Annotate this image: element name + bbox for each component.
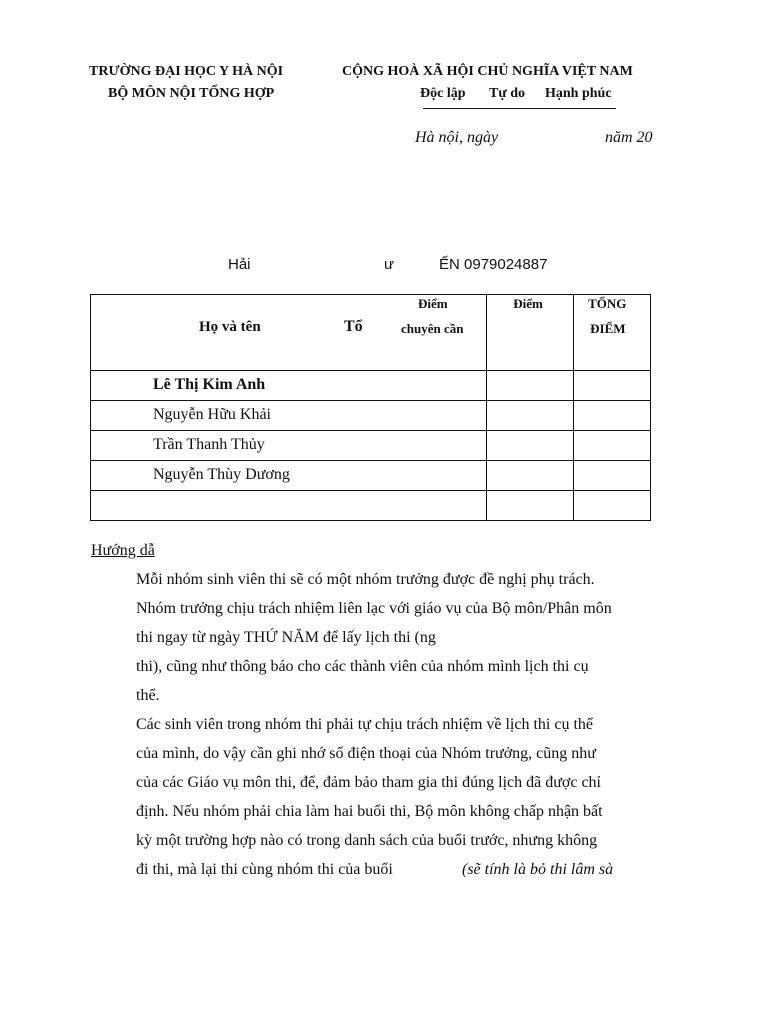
date-prefix: Hà nội, ngày [415, 129, 499, 146]
motto-underline [423, 108, 616, 109]
guide-line: của mình, do vậy cần ghi nhớ số điện thoại của Nhóm trưởng, cũng như [136, 745, 596, 762]
name-cell [91, 371, 487, 401]
student-name: Nguyễn Hữu Khải [153, 406, 271, 423]
guide-line: đi thi, mà lại thi cùng nhóm thi của buổi [136, 861, 393, 878]
student-name: Trần Thanh Thủy [153, 436, 265, 453]
contact-name: Hải [228, 256, 251, 273]
header-cell-total [574, 295, 651, 371]
motto-tu-do: Tự do [489, 86, 526, 101]
guide-line: kỳ một trường hợp nào có trong danh sách của buổi trước, nhưng không [136, 832, 598, 849]
guide-line: Mỗi nhóm sinh viên thi sẽ có một nhóm trưởng được đề nghị phụ trách. [136, 571, 595, 588]
school-name: TRƯỜNG ĐẠI HỌC Y HÀ NỘI [89, 64, 284, 79]
col-total-label-1: TỔNG [588, 296, 627, 311]
header-cell-score [487, 295, 574, 371]
header-cell-name [91, 295, 487, 371]
col-score-label: Điểm [513, 296, 543, 311]
score-cell [487, 371, 574, 401]
contact-phone: ẾN 0979024887 [439, 256, 548, 273]
score-cell [487, 401, 574, 431]
contact-mid: ư [384, 256, 395, 273]
grade-table [90, 294, 651, 521]
department-name: BỘ MÔN NỘI TỔNG HỢP [108, 86, 275, 101]
guide-title: Hướng dẫ [91, 542, 155, 559]
guide-italic-note: (sẽ tính là bỏ thi lâm sà [462, 861, 614, 878]
total-cell [574, 371, 651, 401]
motto-hanh-phuc: Hạnh phúc [545, 86, 612, 101]
score-cell [487, 461, 574, 491]
col-attend-label-2: chuyên cần [401, 321, 464, 336]
col-attend-label-1: Điểm [418, 296, 448, 311]
table-row [91, 371, 651, 401]
date-suffix: năm 20 [605, 129, 653, 146]
name-cell [91, 491, 487, 521]
col-total-label-2: ĐIỂM [590, 321, 626, 336]
guide-line: Nhóm trưởng chịu trách nhiệm liên lạc với giáo vụ của Bộ môn/Phân môn [136, 600, 612, 617]
col-group-label: Tổ [344, 318, 363, 335]
total-cell [574, 431, 651, 461]
guide-line: định. Nếu nhóm phải chia làm hai buổi thi, Bộ môn không chấp nhận bất [136, 803, 603, 820]
student-name: Nguyễn Thùy Dương [153, 466, 290, 483]
motto-doc-lap: Độc lập [420, 86, 466, 101]
guide-line: thi ngay từ ngày THỨ NĂM để lấy lịch thi (ng [136, 629, 436, 646]
name-cell [91, 401, 487, 431]
col-name-label: Họ và tên [199, 319, 261, 335]
guide-line: thể. [136, 687, 160, 704]
total-cell [574, 461, 651, 491]
guide-line: Các sinh viên trong nhóm thi phải tự chịu trách nhiệm về lịch thi cụ thể [136, 716, 594, 733]
name-cell [91, 461, 487, 491]
table-header-row [91, 295, 651, 371]
student-name: Lê Thị Kim Anh [153, 376, 266, 393]
score-cell [487, 491, 574, 521]
total-cell [574, 491, 651, 521]
score-cell [487, 431, 574, 461]
table-row [91, 401, 651, 431]
total-cell [574, 401, 651, 431]
country-title: CỘNG HOÀ XÃ HỘI CHỦ NGHĨA VIỆT NAM [342, 64, 633, 79]
guide-line: thi), cũng như thông báo cho các thành viên của nhóm mình lịch thi cụ [136, 658, 589, 675]
guide-line: của các Giáo vụ môn thi, để, đảm bảo tham gia thi đúng lịch đã được chỉ [136, 774, 601, 791]
table-row [91, 461, 651, 491]
table-row [91, 491, 651, 521]
table-row [91, 431, 651, 461]
name-cell [91, 431, 487, 461]
